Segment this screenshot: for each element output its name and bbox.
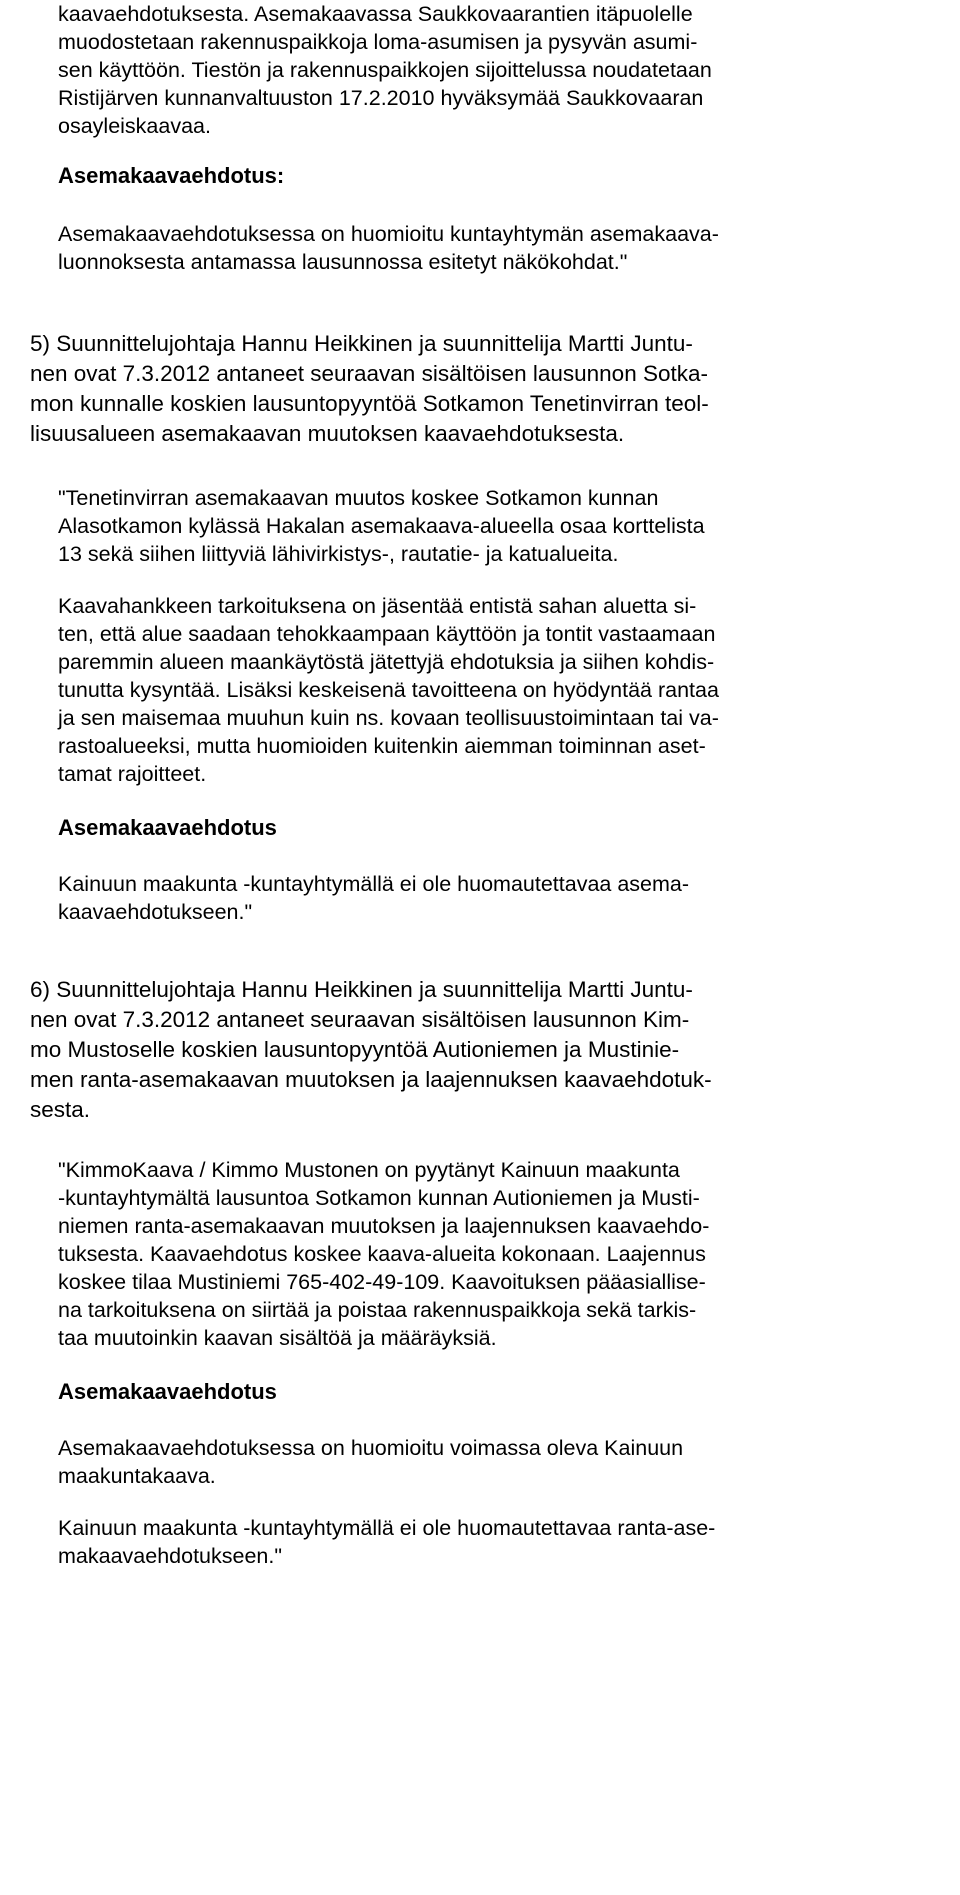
text-line: kaavaehdotuksesta. Asemakaavassa Saukkovaarantien itäpuolelle (58, 2, 693, 26)
text-line: nen ovat 7.3.2012 antaneet seuraavan sisältöisen lausunnon Kim- (30, 1007, 690, 1032)
section-heading: Asemakaavaehdotus (58, 815, 277, 840)
text-line: 5) Suunnittelujohtaja Hannu Heikkinen ja suunnittelija Martti Juntu- (30, 331, 693, 356)
text-line: niemen ranta-asemakaavan muutoksen ja laajennuksen kaavaehdo- (58, 1214, 710, 1238)
text-line: Asemakaavaehdotuksessa on huomioitu kuntayhtymän asemakaava- (58, 222, 719, 246)
text-line: taa muutoinkin kaavan sisältöä ja määräyksiä. (58, 1326, 497, 1350)
text-line: "Tenetinvirran asemakaavan muutos koskee Sotkamon kunnan (58, 486, 659, 510)
text-line: sesta. (30, 1097, 91, 1122)
text-line: men ranta-asemakaavan muutoksen ja laajennuksen kaavaehdotuk- (30, 1067, 712, 1092)
text-line: osayleiskaavaa. (58, 114, 211, 138)
text-line: ten, että alue saadaan tehokkaampaan käyttöön ja tontit vastaamaan (58, 622, 716, 646)
text-line: sen käyttöön. Tiestön ja rakennuspaikkojen sijoittelussa noudatetaan (58, 58, 712, 82)
section-heading: Asemakaavaehdotus (58, 1379, 277, 1404)
text-line: maakuntakaava. (58, 1464, 216, 1488)
text-line: Asemakaavaehdotuksessa on huomioitu voimassa oleva Kainuun (58, 1436, 684, 1460)
text-line: "KimmoKaava / Kimmo Mustonen on pyytänyt Kainuun maakunta (58, 1158, 680, 1182)
text-line: rastoalueeksi, mutta huomioiden kuitenkin aiemman toiminnan aset- (58, 734, 706, 758)
text-line: 6) Suunnittelujohtaja Hannu Heikkinen ja suunnittelija Martti Juntu- (30, 977, 693, 1002)
text-line: kaavaehdotukseen." (58, 900, 253, 924)
text-line: nen ovat 7.3.2012 antaneet seuraavan sisältöisen lausunnon Sotka- (30, 361, 708, 386)
text-line: tamat rajoitteet. (58, 762, 207, 786)
text-line: Alasotkamon kylässä Hakalan asemakaava-alueella osaa korttelista (58, 514, 705, 538)
text-line: ja sen maisemaa muuhun kuin ns. kovaan teollisuustoimintaan tai va- (58, 706, 719, 730)
text-line: 13 sekä siihen liittyviä lähivirkistys-, rautatie- ja katualueita. (58, 542, 619, 566)
text-line: tuksesta. Kaavaehdotus koskee kaava-alueita kokonaan. Laajennus (58, 1242, 706, 1266)
text-line: na tarkoituksena on siirtää ja poistaa rakennuspaikkoja sekä tarkis- (58, 1298, 697, 1322)
text-line: Ristijärven kunnanvaltuuston 17.2.2010 hyväksymää Saukkovaaran (58, 86, 704, 110)
text-line: Kainuun maakunta -kuntayhtymällä ei ole huomautettavaa asema- (58, 872, 690, 896)
text-line: luonnoksesta antamassa lausunnossa esitetyt näkökohdat." (58, 250, 628, 274)
text-line: makaavaehdotukseen." (58, 1544, 282, 1568)
text-line: mo Mustoselle koskien lausuntopyyntöä Autioniemen ja Mustinie- (30, 1037, 680, 1062)
text-line: koskee tilaa Mustiniemi 765-402-49-109. Kaavoituksen pääasiallise- (58, 1270, 706, 1294)
text-line: muodostetaan rakennuspaikkoja loma-asumisen ja pysyvän asumi- (58, 30, 698, 54)
text-line: -kuntayhtymältä lausuntoa Sotkamon kunnan Autioniemen ja Musti- (58, 1186, 700, 1210)
text-line: paremmin alueen maankäytöstä jätettyjä ehdotuksia ja siihen kohdis- (58, 650, 715, 674)
text-line: mon kunnalle koskien lausuntopyyntöä Sotkamon Tenetinvirran teol- (30, 391, 709, 416)
text-line: tunutta kysyntää. Lisäksi keskeisenä tavoitteena on hyödyntää rantaa (58, 678, 719, 702)
section-heading: Asemakaavaehdotus: (58, 163, 285, 188)
text-line: Kaavahankkeen tarkoituksena on jäsentää entistä sahan aluetta si- (58, 594, 697, 618)
text-line: Kainuun maakunta -kuntayhtymällä ei ole huomautettavaa ranta-ase- (58, 1516, 716, 1540)
text-line: lisuusalueen asemakaavan muutoksen kaavaehdotuksesta. (30, 421, 625, 446)
